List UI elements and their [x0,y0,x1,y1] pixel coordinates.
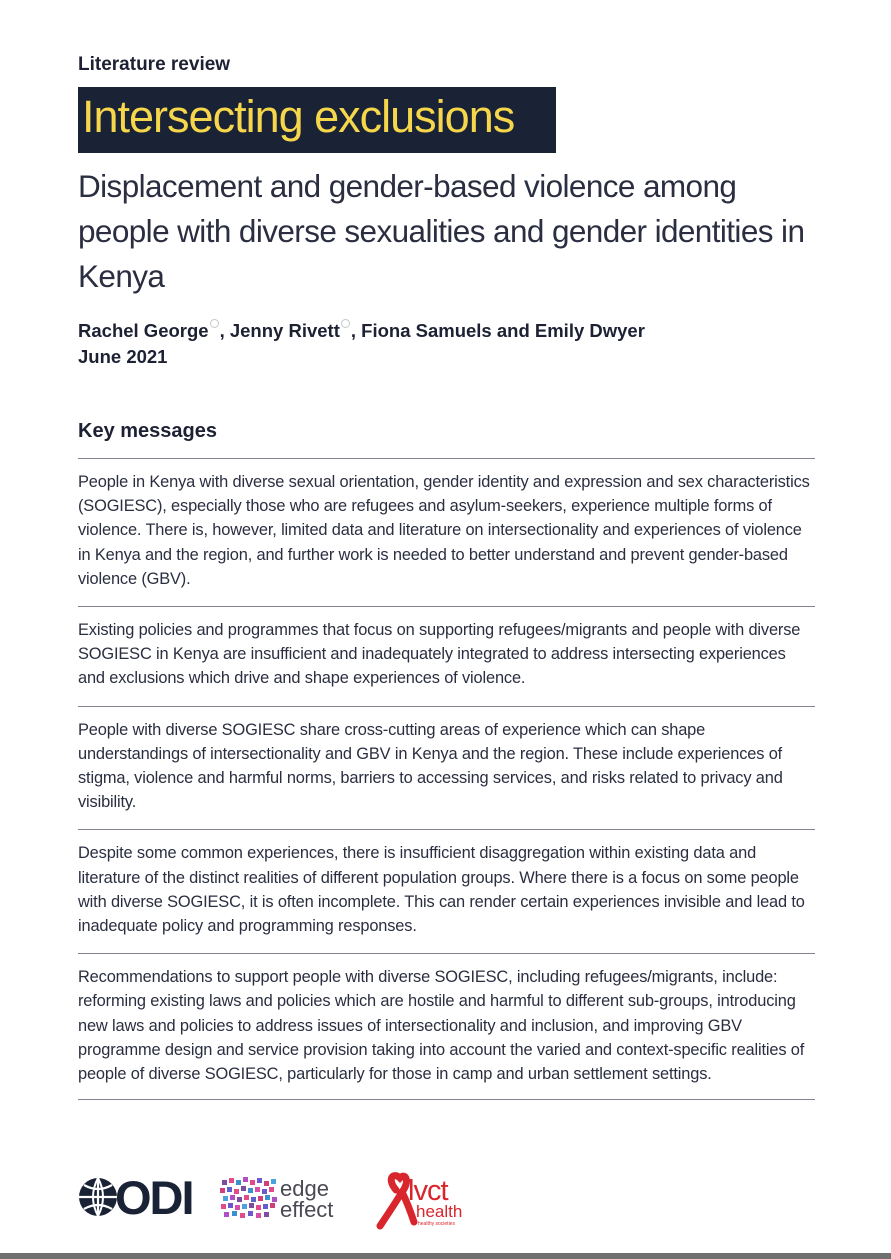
odi-globe-icon [79,1178,117,1216]
title-banner [78,87,556,153]
lvct-health-logo [380,1175,462,1227]
edge-effect-logo [220,1176,333,1222]
lvct-tagline: healthy societies [418,1221,455,1227]
odi-wordmark: ODI [115,1171,193,1224]
key-message: Existing policies and programmes that focus on supporting refugees/migrants and people with diverse SOGIESC in Kenya are insufficient and inadequately integrated to address intersecting experiences and exclusions which drive and shape experiences of violence. [78,606,815,706]
publication-date: June 2021 [78,346,168,367]
health-wordmark: health [416,1202,463,1221]
orcid-icon[interactable] [210,319,219,328]
lvct-wordmark: lvct [408,1175,448,1207]
key-message: Despite some common experiences, there is insufficient disaggregation within existing data and literature of the distinct realities of different population groups. Where there is a focus on some people with diverse SOGIESC, it is often incomplete. This can render certain experiences invisible and lead to inadequate policy and programming responses. [78,829,815,953]
edge-wordmark: edge [280,1176,329,1201]
document-type-label: Literature review [78,54,231,75]
author-list: Rachel George , Jenny Rivett , Fiona Samuels and Emily Dwyer [78,320,645,341]
page-title: Intersecting exclusions [82,91,515,142]
key-message: People in Kenya with diverse sexual orientation, gender identity and expression and sex characteristics (SOGIESC), especially those who are refugees and asylum-seekers, experience multiple forms of violence. There is, however, limited data and literature on intersectionality and experiences of violence in Kenya and the region, and further work is needed to better understand and prevent gender-based violence (GBV). [78,458,815,606]
key-messages-heading: Key messages [78,420,217,442]
effect-wordmark: effect [280,1197,334,1222]
page-bottom-border [0,1253,891,1259]
partner-logos [78,1166,498,1236]
odi-logo [79,1171,193,1224]
author-name: Fiona Samuels and Emily Dwyer [361,320,645,341]
author-name: Jenny Rivett [229,320,340,341]
page-subtitle: Displacement and gender-based violence among people with diverse sexualities and gender identities in Kenya [78,168,805,294]
author-name: Rachel George [78,320,209,341]
orcid-icon[interactable] [341,319,350,328]
key-message: People with diverse SOGIESC share cross-cutting areas of experience which can shape understandings of intersectionality and GBV in Kenya and the region. These include experiences of stigma, violence and harmful norms, barriers to accessing services, and risks related to privacy and visibility. [78,706,815,830]
key-messages-list [78,458,815,1100]
pixel-grid-icon [220,1177,277,1218]
key-message: Recommendations to support people with diverse SOGIESC, including refugees/migrants, include: reforming existing laws and policies which are hostile and harmful to different sub-groups, introducing new laws and policies to address issues of intersectionality and inclusion, and improving GBV programme design and service provision taking into account the varied and context-specific realities of people of diverse SOGIESC, particularly for those in camp and urban settlement settings. [78,953,815,1100]
